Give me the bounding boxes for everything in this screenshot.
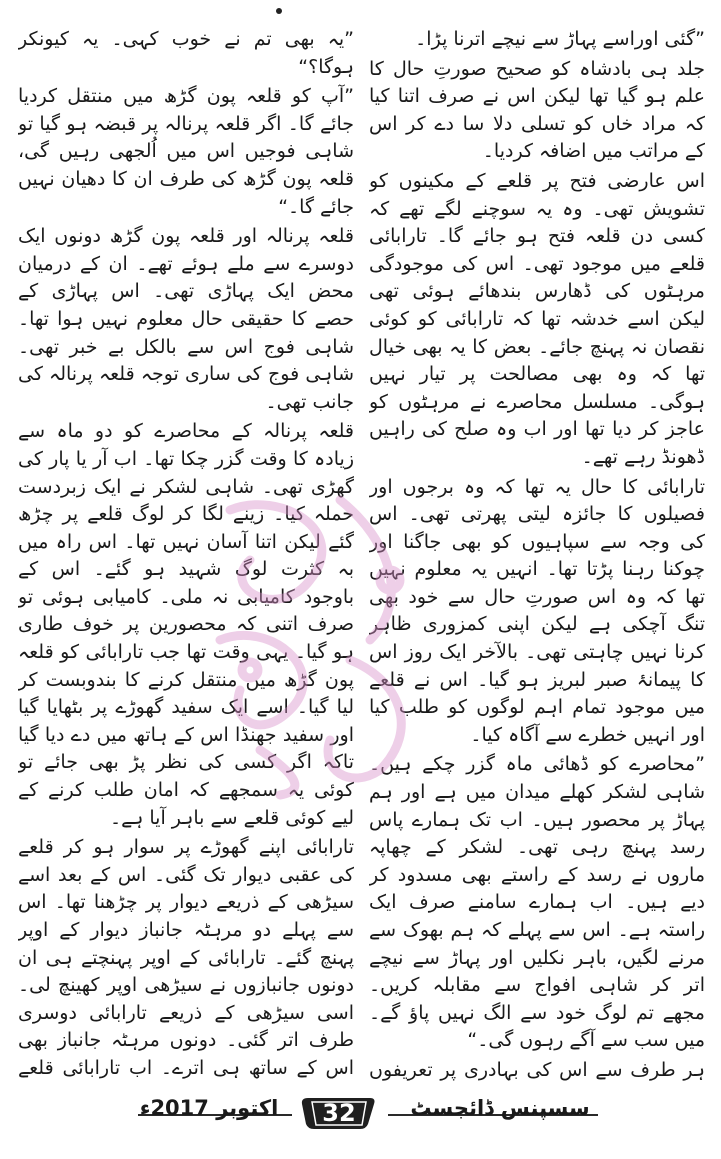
left-paragraph-5: تارابائی اپنے گھوڑے پر سوار ہو کر قلعے کی عقبی دیوار تک گئی۔ اس کے بعد اسے سیڑھی کے ذریعے دیوار پر چڑھنا تھا۔ اس سے پہلے دو مرہٹہ جانباز دیوار کے اوپر پہنچ گئے۔ تارابائی کے اوپر پہنچتے ہی ان دونوں جانبازوں نے سیڑھی اوپر کھینچ لی۔ اسی سیڑھی کے ذریعے تارابائی دوسری طرف اتر گئی۔ دونوں مرہٹہ جانباز بھی اس کے ساتھ ہی اترے۔ اب تارابائی قلعے	[18, 836, 354, 1079]
right-paragraph-6: ہر طرف سے اس کی بہادری پر تعریفوں	[369, 1058, 705, 1081]
right-text-column	[369, 26, 705, 1086]
right-paragraph-1: ”گئی اوراسے پہاڑ سے نیچے اترنا پڑا۔	[415, 28, 705, 50]
left-text-column	[18, 26, 354, 1086]
left-paragraph-4: قلعہ پرنالہ کے محاصرے کو دو ماہ سے زیادہ کا وقت گزر چکا تھا۔ اب آر یا پار کی گھڑی تھی۔ شاہی لشکر نے ایک زبردست حملہ کیا۔ زینے لگا کر لوگ قلعے پر چڑھ گئے لیکن اتنا آسان نہیں تھا۔ اس راہ میں بہ کثرت لوگ شہید ہو گئے۔ اس کے باوجود کامیابی نہ ملی۔ کامیابی ہوئی تو صرف اتنی کہ محصورین پر خوف طاری ہو گیا۔ یہی وقت تھا جب تارابائی کو قلعہ پون گڑھ میں منتقل کرنے کا بندوبست کر لیا گیا۔ اسے ایک سفید گھوڑے پر بٹھایا گیا اور سفید جھنڈا اس کے ہاتھ میں دے دیا گیا تاکہ اگر کسی کی نظر پڑ بھی جائے تو کوئی یہ سمجھے کہ امان طلب کرنے کے لیے کوئی قلعے سے باہر آیا ہے۔	[18, 420, 354, 829]
right-paragraph-2: جلد ہی بادشاہ کو صحیح صورتِ حال کا علم ہو گیا تھا لیکن اس نے صرف اتنا کیا کہ مراد خاں کو تسلی دلا سا دے کر اس کے مراتب میں اضافہ کردیا۔	[369, 57, 705, 163]
left-paragraph-1: ”یہ بھی تم نے خوب کہی۔ یہ کیونکر ہوگا؟“	[18, 28, 354, 78]
issue-date: اکتوبر 2017ء	[139, 1096, 279, 1120]
right-paragraph-4: تارابائی کا حال یہ تھا کہ وہ برجوں اور فصیلوں کا جائزہ لیتی پھرتی تھی۔ اس کی وجہ سے سپاہیوں کو بھی جاگنا اور چوکنا رہنا پڑتا تھا۔ انہیں یہ معلوم نہیں تھا کہ وہ اس صورتِ حال سے خود بھی تنگ آچکی ہے لیکن اپنی کمزوری ظاہر کرنا نہیں چاہتی تھی۔ بالآخر ایک روز اس کا پیمانۂ صبر لبریز ہو گیا۔ اس نے قلعے میں موجود تمام اہم لوگوں کو طلب کیا اور انہیں خطرے سے آگاہ کیا۔	[369, 475, 705, 746]
right-paragraph-5: ”محاصرے کو ڈھائی ماہ گزر چکے ہیں۔ شاہی لشکر کھلے میدان میں ہے اور ہم پہاڑ پر محصور ہیں۔ اب تک ہمارے پاس رسد پہنچ رہی تھی۔ لشکر کے چھاپہ ماروں نے رسد کے راستے بھی مسدود کر دیے ہیں۔ اب ہمارے سامنے صرف ایک راستہ ہے۔ اس سے پہلے کہ ہم بھوک سے مرنے لگیں، باہر نکلیں اور پہاڑ سے نیچے اتر کر شاہی افواج سے مقابلہ کریں۔ مجھے تم لوگ خود سے الگ نہیں پاؤ گے۔ میں سب سے آگے رہوں گی۔“	[369, 753, 705, 1052]
magazine-title: سسپنس ڈائجسٹ	[410, 1096, 590, 1120]
left-paragraph-3: قلعہ پرنالہ اور قلعہ پون گڑھ دونوں ایک دوسرے سے ملے ہوئے تھے۔ ان کے درمیان محض ایک پہاڑی تھی۔ اس پہاڑی کے حصے کا حقیقی حال معلوم نہیں ہوا تھا۔ شاہی فوج اس سے بالکل بے خبر تھی۔ شاہی فوج کی ساری توجہ قلعہ پرنالہ کی جانب تھی۔	[18, 225, 354, 413]
right-paragraph-3: اس عارضی فتح پر قلعے کے مکینوں کو تشویش تھی۔ وہ یہ سوچنے لگے تھے کہ کسی دن قلعہ فتح ہو جائے گا۔ تارابائی قلعے میں موجود تھی۔ اس کی موجودگی مرہٹوں کی ڈھارس بندھائے ہوئی تھی لیکن اسے خدشہ تھا کہ تارابائی کو کوئی نقصان نہ پہنچ جائے۔ بعض کا یہ بھی خیال تھا کہ وہ بھی مصالحت پر تیار نہیں ہوگی۔ مسلسل محاصرے نے مرہٹوں کو عاجز کر دیا تھا اور اب وہ صلح کی راہیں ڈھونڈ رہے تھے۔	[369, 169, 705, 468]
corner-dot-mark	[276, 8, 282, 14]
page-number: 32	[322, 1099, 356, 1127]
page-number-badge-icon	[300, 1094, 378, 1132]
page-footer	[0, 1088, 721, 1140]
left-paragraph-2: ”آپ کو قلعہ پون گڑھ میں منتقل کردیا جائے گا۔ اگر قلعہ پرنالہ پر قبضہ ہو گیا تو شاہی فوجیں اس میں اُلجھی رہیں گی، قلعہ پون گڑھ کی طرف ان کا دھیان نہیں جائے گا۔“	[18, 85, 354, 218]
